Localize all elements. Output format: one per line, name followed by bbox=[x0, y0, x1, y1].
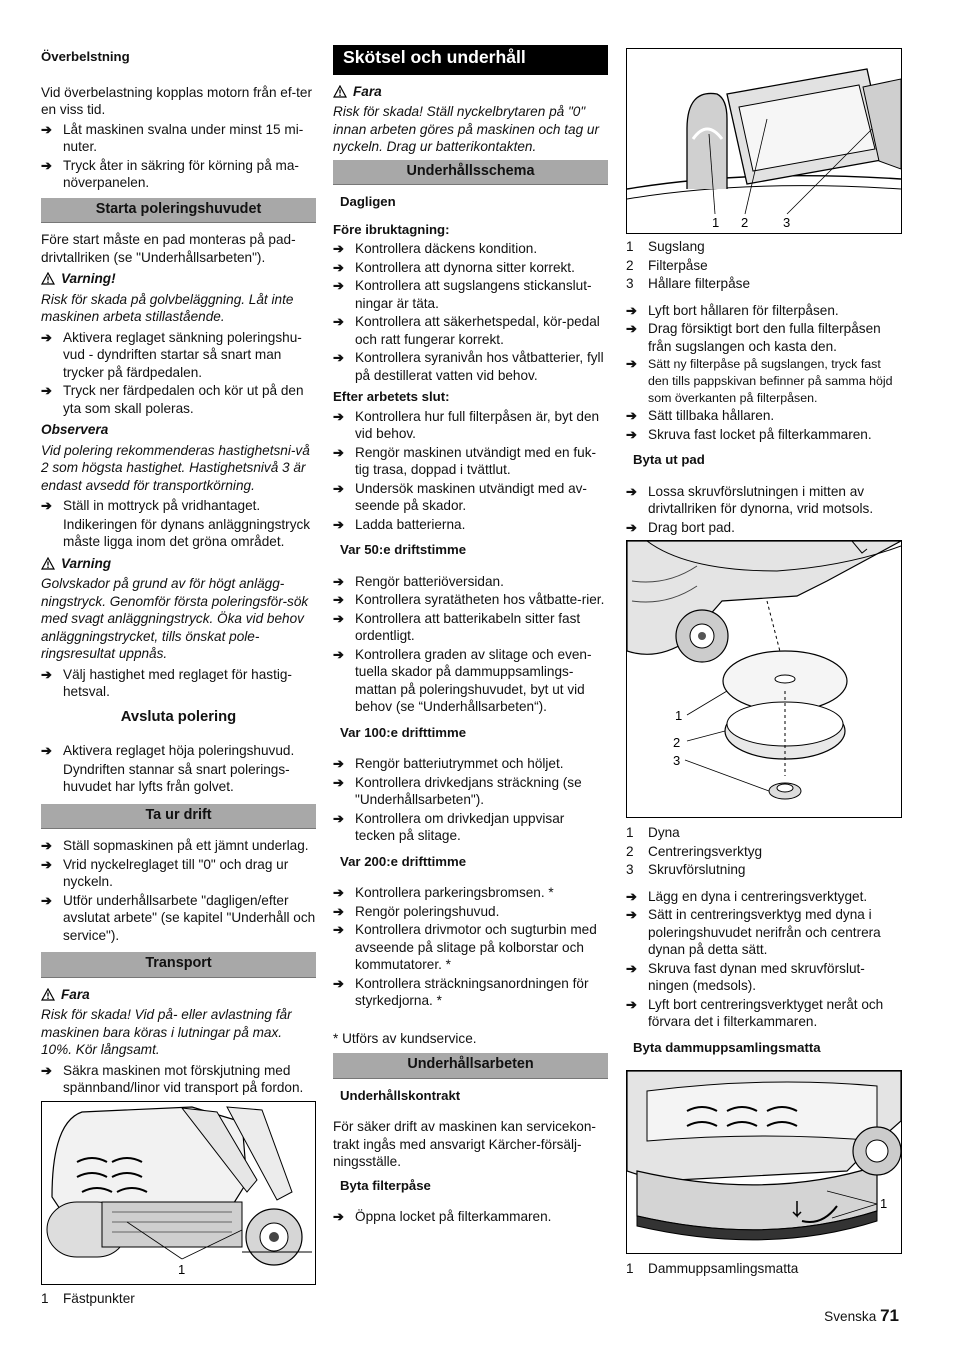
callout-label: 1 bbox=[712, 215, 720, 230]
danger-header: Fara bbox=[333, 83, 608, 101]
figure-pad-replacement bbox=[626, 540, 902, 818]
bullet: ➔ Lyft bort centreringsverktyget neråt och förvara det i filterkammaren. bbox=[626, 996, 884, 1030]
warning-header: Varning bbox=[41, 555, 316, 573]
bullet: ➔ Kontrollera syranivån hos våtbatterier, fyll på destillerat vatten vid behov. bbox=[333, 350, 604, 383]
stop-heading: Avsluta polering bbox=[120, 708, 237, 725]
bullet: ➔ Kontrollera drivmotor och sugturbin med avseende på slitage på kolborstar och kommutatorer. * bbox=[333, 922, 597, 972]
bullet: ➔ Kontrollera hur full filterpåsen är, byt den vid behov. bbox=[333, 408, 600, 441]
arrow-icon: ➔ bbox=[626, 960, 637, 976]
bullet: ➔ Sätt ny filterpåse på sugslangen, tryck fast den tills pappskivan befinner på samma höjd som överkanten på filterpåsen. bbox=[626, 356, 893, 405]
arrow-icon: ➔ bbox=[626, 888, 637, 904]
bullet: ➔ Drag försiktigt bort den fulla filterpåsen från sugslangen och kasta den. bbox=[626, 321, 881, 354]
bullet: ➔ Aktivera reglaget sänkning poleringshu-vud - dyndriften startar så snart man trycker på färdpedalen. bbox=[41, 329, 302, 380]
arrow-icon: ➔ bbox=[41, 329, 52, 345]
bullet: ➔ Lägg en dyna i centreringsverktyget. bbox=[626, 888, 868, 904]
bullet: ➔ Skruva fast dynan med skruvförslut-ningen (medsols). bbox=[626, 960, 865, 994]
bullet: ➔ Skruva fast locket på filterkammaren. bbox=[626, 426, 872, 442]
arrow-icon: ➔ bbox=[41, 743, 52, 758]
bullet: ➔ Kontrollera drivkedjans sträckning (se "Underhållsarbeten"). bbox=[333, 774, 582, 807]
callout-label: 1 bbox=[675, 708, 683, 724]
section-bar-start: Starta poleringshuvudet bbox=[41, 198, 316, 224]
callout-label: 1 bbox=[178, 1261, 186, 1277]
bullet: ➔ Kontrollera parkeringsbromsen. * bbox=[333, 885, 554, 900]
bullet: ➔ Rengör maskinen utvändigt med en fuk-tig trasa, doppad i tvättlut. bbox=[333, 444, 597, 477]
bullet-continuation: Dyndriften stannar så snart polerings-huvudet har lyfts från golvet. bbox=[63, 761, 290, 794]
bullet: ➔ Kontrollera att sugslangens stickanslut-ningar är täta. bbox=[333, 278, 592, 311]
pad-illustration bbox=[627, 541, 901, 817]
arrow-icon: ➔ bbox=[333, 922, 344, 937]
arrow-icon: ➔ bbox=[626, 996, 637, 1012]
arrow-icon: ➔ bbox=[333, 314, 344, 329]
contract-text: För säker drift av maskinen kan servicekon-trakt ingås med ansvarigt Kärcher-försälj-ningsställe. bbox=[333, 1119, 596, 1169]
bullet-continuation: Indikeringen för dynans anläggningstryck måste ligga inom det gröna området. bbox=[63, 516, 311, 549]
callout-label: 1 bbox=[880, 1196, 888, 1212]
warning-triangle-icon bbox=[41, 988, 55, 1001]
bullet: ➔ Kontrollera sträckningsanordningen för styrkedjorna. * bbox=[333, 975, 589, 1008]
arrow-icon: ➔ bbox=[41, 1062, 52, 1078]
bullet: ➔ Rengör batteriöversidan. bbox=[333, 573, 504, 589]
arrow-icon: ➔ bbox=[333, 1209, 344, 1224]
bullet: ➔ Lossa skruvförslutningen i mitten av drivtallriken för dynorna, vrid motsols. bbox=[626, 483, 874, 517]
filterbag-heading: Byta filterpåse bbox=[340, 1177, 431, 1193]
arrow-icon: ➔ bbox=[333, 903, 344, 919]
callout-label: 2 bbox=[673, 735, 681, 751]
overload-heading: Överbelstning bbox=[41, 49, 130, 64]
bullet: ➔ Kontrollera att dynorna sitter korrekt. bbox=[333, 259, 575, 275]
arrow-icon: ➔ bbox=[41, 121, 52, 137]
mat-heading: Byta dammuppsamlingsmatta bbox=[633, 1039, 821, 1055]
bullet: ➔ Tryck ner färdpedalen och kör ut på den yta som skall poleras. bbox=[41, 383, 304, 416]
overload-text: Vid överbelastning kopplas motorn från ef-ter en viss tid. bbox=[41, 84, 313, 117]
danger-header: Fara bbox=[41, 986, 316, 1004]
arrow-icon: ➔ bbox=[333, 480, 344, 496]
warning-text: Risk för skada på golvbeläggning. Låt inte maskinen arbeta stillastående. bbox=[41, 291, 294, 324]
column-left bbox=[41, 40, 316, 1308]
bullet: ➔ Ladda batterierna. bbox=[333, 516, 466, 532]
figure-caption: 2 Filterpåse bbox=[626, 257, 708, 273]
h100-heading: Var 100:e drifttimme bbox=[340, 724, 467, 740]
danger-text: Risk för skada! Ställ nyckelbrytaren på "0" innan arbeten göres på maskinen och tag ur nyckeln. Drag ur batterikontakten. bbox=[333, 104, 600, 154]
before-heading: Före ibruktagning: bbox=[333, 221, 450, 237]
bullet: ➔ Välj hastighet med reglaget för hastig-hetsval. bbox=[41, 666, 292, 699]
arrow-icon: ➔ bbox=[333, 975, 344, 991]
figure-caption: 1 Sugslang bbox=[626, 239, 705, 254]
bullet: ➔ Rengör batteriutrymmet och höljet. bbox=[333, 756, 564, 771]
danger-text: Risk för skada! Vid på- eller avlastning får maskinen bara köras i lutningar på max. 10%. Kör långsamt. bbox=[41, 1007, 292, 1057]
bullet: ➔ Låt maskinen svalna under minst 15 mi-nuter. bbox=[41, 121, 304, 154]
arrow-icon: ➔ bbox=[333, 444, 344, 460]
bullet: ➔ Lyft bort hållaren för filterpåsen. bbox=[626, 302, 839, 318]
arrow-icon: ➔ bbox=[333, 516, 344, 532]
page-footer bbox=[824, 1307, 899, 1326]
arrow-icon: ➔ bbox=[626, 519, 637, 535]
pad-heading: Byta ut pad bbox=[633, 452, 705, 468]
bullet: ➔ Undersök maskinen utvändigt med av-seende på skador. bbox=[333, 480, 587, 513]
section-bar-schedule: Underhållsschema bbox=[333, 160, 608, 186]
arrow-icon: ➔ bbox=[41, 157, 52, 173]
figure-caption: 3 Skruvförslutning bbox=[626, 862, 746, 878]
figure-dust-mat bbox=[626, 1070, 902, 1254]
bullet: ➔ Utför underhållsarbete "dagligen/efter avslutat arbete" (se kapitel "Underhåll och service"). bbox=[41, 892, 316, 943]
warning-text: Golvskador på grund av för högt anlägg-ningstryck. Genomför första poleringsför-sök med svagt anläggningstryck. Öka vid behov anläggningstrycket, tills önskat pole-ringsresultat uppnås. bbox=[41, 576, 309, 661]
bullet: ➔ Ställ sopmaskinen på ett jämnt underlag. bbox=[41, 838, 309, 853]
bullet: ➔ Kontrollera däckens kondition. bbox=[333, 241, 538, 256]
warning-header: Varning! bbox=[41, 270, 316, 288]
bullet: ➔ Sätt in centreringsverktyg med dyna i poleringshuvudet nerifrån och centrera dynan på detta sätt. bbox=[626, 907, 881, 958]
arrow-icon: ➔ bbox=[333, 774, 344, 790]
figure-caption: 1 Dyna bbox=[626, 825, 680, 841]
chapter-title: Skötsel och underhåll bbox=[333, 45, 608, 75]
arrow-icon: ➔ bbox=[333, 646, 344, 662]
figure-caption: 2 Centreringsverktyg bbox=[626, 843, 763, 859]
warning-triangle-icon bbox=[41, 272, 55, 285]
daily-heading: Dagligen bbox=[340, 194, 396, 209]
after-heading: Efter arbetets slut: bbox=[333, 389, 450, 404]
arrow-icon: ➔ bbox=[333, 408, 344, 424]
arrow-icon: ➔ bbox=[41, 383, 52, 398]
callout-label: 3 bbox=[673, 753, 681, 769]
arrow-icon: ➔ bbox=[333, 278, 344, 293]
arrow-icon: ➔ bbox=[626, 483, 637, 499]
h50-heading: Var 50:e driftstimme bbox=[340, 542, 467, 557]
bullet: ➔ Kontrollera syratätheten hos våtbatte-rier. bbox=[333, 592, 605, 607]
arrow-icon: ➔ bbox=[41, 666, 52, 682]
bullet: ➔ Kontrollera graden av slitage och even-tuella skador på dammuppsamlings-mattan på poleringshuvudet, byt ut vid behov (se “Underhållsarbeten“). bbox=[333, 646, 592, 714]
bullet: ➔ Vrid nyckelreglaget till "0" och drag ur nyckeln. bbox=[41, 856, 289, 889]
bullet: ➔ Säkra maskinen mot förskjutning med spännband/linor vid transport på fordon. bbox=[41, 1062, 304, 1095]
figure-filter-bag bbox=[626, 48, 902, 234]
figure-transport-fastening bbox=[41, 1101, 316, 1285]
note-text: Vid polering rekommenderas hastighetsni-vå 2 som högsta hastighet. Hastighetsnivå 3 är endast avsedd för transportkörning. bbox=[41, 442, 310, 493]
arrow-icon: ➔ bbox=[333, 885, 344, 900]
arrow-icon: ➔ bbox=[333, 573, 344, 589]
arrow-icon: ➔ bbox=[626, 356, 637, 371]
footnote: * Utförs av kundservice. bbox=[333, 1030, 477, 1046]
arrow-icon: ➔ bbox=[626, 907, 637, 923]
bullet: ➔ Ställ in mottryck på vridhantaget. bbox=[41, 498, 261, 513]
column-middle bbox=[333, 40, 608, 1227]
arrow-icon: ➔ bbox=[333, 350, 344, 365]
arrow-icon: ➔ bbox=[626, 321, 637, 336]
dust-mat-illustration bbox=[627, 1071, 901, 1253]
warning-triangle-icon bbox=[333, 85, 347, 98]
arrow-icon: ➔ bbox=[333, 756, 344, 771]
arrow-icon: ➔ bbox=[333, 810, 344, 826]
arrow-icon: ➔ bbox=[626, 302, 637, 318]
column-right bbox=[626, 40, 902, 1279]
note-title: Observera bbox=[41, 422, 109, 437]
arrow-icon: ➔ bbox=[41, 892, 52, 908]
figure-caption: 1 Fästpunkter bbox=[41, 1290, 135, 1306]
bullet: ➔ Drag bort pad. bbox=[626, 519, 735, 535]
arrow-icon: ➔ bbox=[626, 408, 637, 424]
section-bar-decommission: Ta ur drift bbox=[41, 804, 316, 830]
figure-caption: 1 Dammuppsamlingsmatta bbox=[626, 1261, 799, 1277]
callout-label: 2 bbox=[741, 215, 749, 230]
contract-heading: Underhållskontrakt bbox=[340, 1087, 461, 1103]
arrow-icon: ➔ bbox=[333, 241, 344, 256]
arrow-icon: ➔ bbox=[333, 592, 344, 607]
bullet: ➔ Kontrollera att batterikabeln sitter fast ordentligt. bbox=[333, 610, 581, 643]
section-bar-transport: Transport bbox=[41, 952, 316, 978]
bullet: ➔ Tryck åter in säkring för körning på ma-növerpanelen. bbox=[41, 157, 299, 190]
arrow-icon: ➔ bbox=[626, 426, 637, 442]
footer-language: Svenska bbox=[824, 1309, 877, 1324]
page-number: 71 bbox=[880, 1306, 899, 1325]
bullet: ➔ Rengör poleringshuvud. bbox=[333, 903, 500, 919]
section-bar-maintenance-work: Underhållsarbeten bbox=[333, 1053, 608, 1079]
start-text: Före start måste en pad monteras på pad-drivtallriken (se "Underhållsarbeten"). bbox=[41, 232, 296, 265]
bullet: ➔ Kontrollera om drivkedjan uppvisar tecken på slitage. bbox=[333, 810, 565, 843]
arrow-icon: ➔ bbox=[333, 259, 344, 275]
bullet: ➔ Öppna locket på filterkammaren. bbox=[333, 1209, 552, 1224]
arrow-icon: ➔ bbox=[333, 610, 344, 626]
figure-caption: 3 Hållare filterpåse bbox=[626, 276, 750, 291]
machine-side-illustration bbox=[42, 1102, 315, 1284]
callout-label: 3 bbox=[783, 215, 791, 230]
warning-triangle-icon bbox=[41, 557, 55, 570]
arrow-icon: ➔ bbox=[41, 498, 52, 513]
arrow-icon: ➔ bbox=[41, 856, 52, 872]
arrow-icon: ➔ bbox=[41, 838, 52, 853]
h200-heading: Var 200:e drifttimme bbox=[340, 853, 467, 869]
bullet: ➔ Sätt tillbaka hållaren. bbox=[626, 408, 775, 424]
filter-bag-illustration bbox=[627, 49, 901, 233]
bullet: ➔ Aktivera reglaget höja poleringshuvud. bbox=[41, 743, 295, 758]
bullet: ➔ Kontrollera att säkerhetspedal, kör-pedal och ratt fungerar korrekt. bbox=[333, 314, 600, 347]
